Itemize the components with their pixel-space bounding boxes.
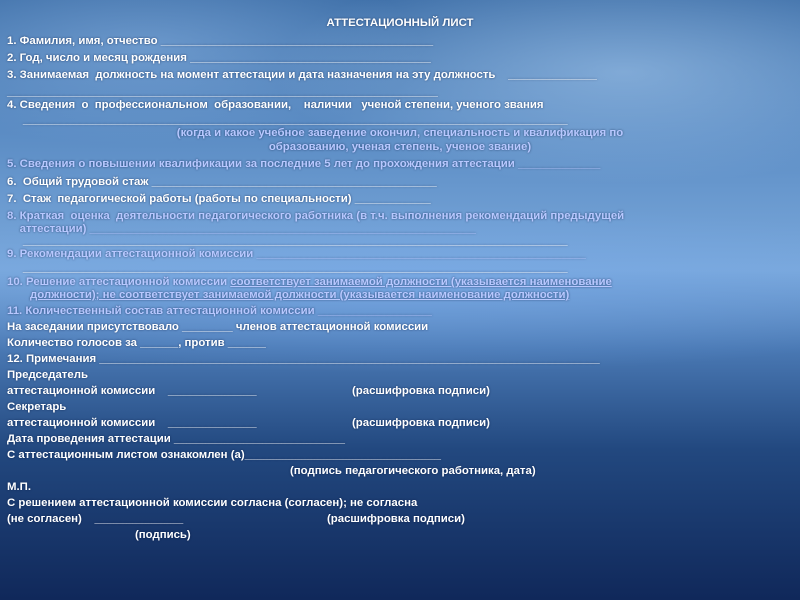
line-stamp: М.П. bbox=[7, 481, 32, 493]
line-assessment-cont: аттестации) _____________________________________________________________ bbox=[7, 223, 476, 235]
line-agreement: С решением аттестационной комиссии согласна (согласен); не согласна bbox=[7, 497, 418, 509]
line-votes: Количество голосов за ______, против ______ bbox=[7, 337, 266, 349]
secretary-signature-hint: (расшифровка подписи) bbox=[352, 417, 490, 429]
line-assessment-blank: ______________________________________________________________________________________ bbox=[7, 235, 568, 247]
decision-label: 10. Решение аттестационной комиссии bbox=[7, 276, 231, 288]
decision-option-1: соответствует занимаемой должности (указывается наименование bbox=[230, 276, 612, 288]
line-chairman: Председатель bbox=[7, 369, 88, 381]
line-decision bbox=[7, 276, 612, 289]
line-acknowledged: С аттестационным листом ознакомлен (а)_______________________________ bbox=[7, 449, 441, 461]
education-hint-1: (когда и какое учебное заведение окончил, специальность и квалификация по bbox=[176, 127, 624, 139]
line-recommendations-blank: ______________________________________________________________________________________ bbox=[7, 262, 568, 274]
education-hint-2: образованию, ученая степень, ученое звание) bbox=[268, 141, 532, 153]
line-total-experience: 6. Общий трудовой стаж _____________________________________________ bbox=[7, 176, 437, 188]
line-assessment: 8. Краткая оценка деятельности педагогического работника (в т.ч. выполнения рекомендаций предыдущей bbox=[7, 210, 625, 222]
chairman-signature-hint: (расшифровка подписи) bbox=[352, 385, 490, 397]
line-qualification: 5. Сведения о повышении квалификации за последние 5 лет до прохождения аттестации _____________ bbox=[7, 158, 601, 170]
line-recommendations: 9. Рекомендации аттестационной комиссии ____________________________________________________ bbox=[7, 248, 586, 260]
signature-hint: (подпись) bbox=[135, 529, 191, 541]
line-present-members: На заседании присутствовало ________ членов аттестационной комиссии bbox=[7, 321, 429, 333]
line-position: 3. Занимаемая должность на момент аттестации и дата назначения на эту должность ______________ bbox=[7, 69, 597, 81]
document-title: АТТЕСТАЦИОННЫЙ ЛИСТ bbox=[326, 17, 474, 29]
line-birth-date: 2. Год, число и месяц рождения ______________________________________ bbox=[7, 52, 431, 64]
line-education: 4. Сведения о профессиональном образовании, наличии ученой степени, ученого звания bbox=[7, 99, 544, 111]
line-position-blank: ____________________________________________________________________ bbox=[7, 86, 438, 98]
line-education-blank: ______________________________________________________________________________________ bbox=[7, 114, 568, 126]
line-decision-cont: должности); не соответствует занимаемой должности (указывается наименование должности) bbox=[30, 289, 570, 301]
attestation-sheet bbox=[7, 0, 793, 600]
line-notes: 12. Примечания _______________________________________________________________________________ bbox=[7, 353, 600, 365]
line-attestation-date: Дата проведения аттестации ___________________________ bbox=[7, 433, 345, 445]
line-secretary-signature: аттестационной комиссии ______________ bbox=[7, 417, 257, 429]
acknowledged-hint: (подпись педагогического работника, дата) bbox=[290, 465, 536, 477]
line-commission-size: 11. Количественный состав аттестационной комиссии __________________ bbox=[7, 305, 432, 317]
line-chairman-signature: аттестационной комиссии ______________ bbox=[7, 385, 257, 397]
line-full-name: 1. Фамилия, имя, отчество ___________________________________________ bbox=[7, 35, 434, 47]
line-teaching-experience: 7. Стаж педагогической работы (работы по специальности) ____________ bbox=[7, 193, 431, 205]
line-disagreement-signature: (не согласен) ______________ bbox=[7, 513, 184, 525]
line-secretary: Секретарь bbox=[7, 401, 67, 413]
disagreement-signature-hint: (расшифровка подписи) bbox=[327, 513, 465, 525]
